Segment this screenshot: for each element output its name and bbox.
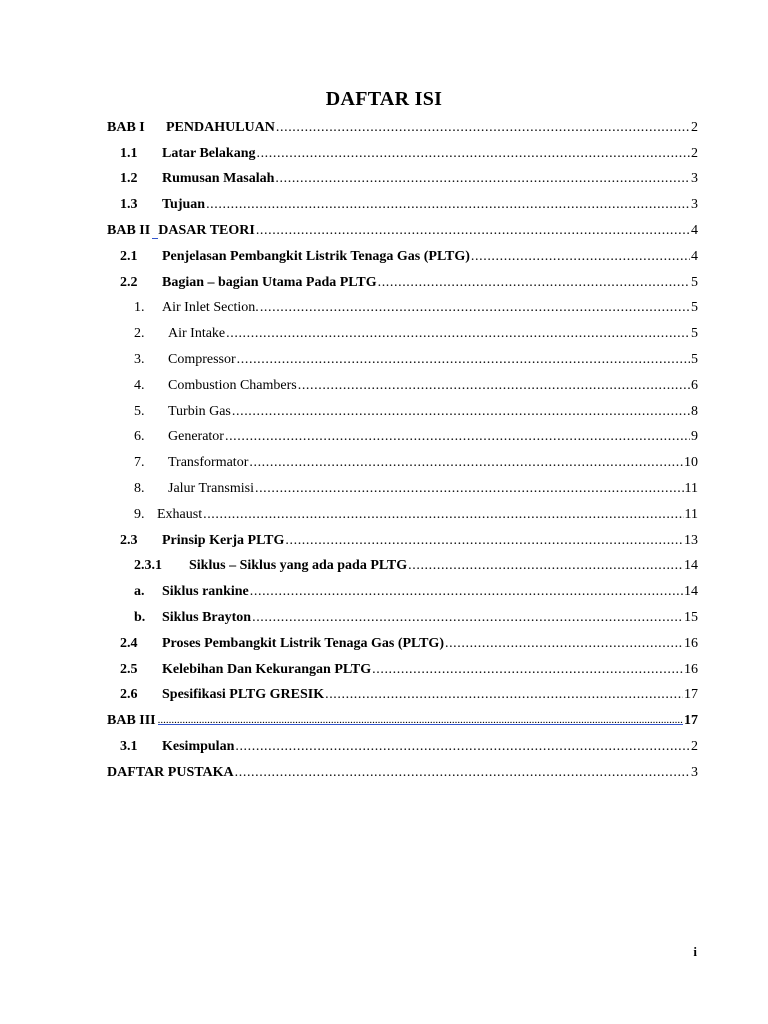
toc-number: 3.1 — [120, 738, 138, 754]
dot-leader — [256, 222, 690, 239]
toc-entry-item-7[interactable] — [107, 447, 698, 473]
page-number-footer: i — [693, 944, 697, 959]
toc-label: Air Intake — [168, 326, 226, 342]
toc-entry-bab-1[interactable] — [107, 112, 698, 138]
toc-entry-bab-3[interactable] — [107, 705, 698, 731]
dot-leader — [226, 325, 690, 342]
toc-number: 2.3 — [120, 532, 138, 548]
toc-entry-2-3-1[interactable] — [107, 551, 698, 577]
toc-number: 1.1 — [120, 145, 138, 161]
toc-label: DAFTAR PUSTAKA — [107, 764, 234, 780]
toc-page: 6 — [691, 377, 698, 393]
toc-number: 3. — [134, 351, 145, 367]
dot-leader — [445, 635, 683, 652]
toc-page: 8 — [691, 403, 698, 419]
toc-label: Spesifikasi PLTG GRESIK — [162, 687, 325, 703]
dot-leader — [232, 403, 690, 420]
toc-entry-daftar-pustaka[interactable] — [107, 757, 698, 783]
toc-page: 13 — [684, 532, 698, 548]
toc-entry-b[interactable] — [107, 602, 698, 628]
toc-label: Compressor — [168, 351, 236, 367]
toc-entry-item-4[interactable] — [107, 370, 698, 396]
toc-page: 17 — [684, 713, 698, 729]
toc-number: 7. — [134, 455, 145, 471]
toc-entry-item-2[interactable] — [107, 318, 698, 344]
toc-number: b. — [134, 609, 146, 625]
toc-page: 14 — [684, 558, 698, 574]
toc-entry-bab-2[interactable] — [107, 215, 698, 241]
toc-page: 4 — [691, 248, 698, 264]
toc-entry-item-8[interactable] — [107, 473, 698, 499]
dot-leader — [250, 583, 683, 600]
toc-label: Air Inlet Section. — [162, 300, 259, 316]
dot-leader — [237, 351, 690, 368]
dot-leader — [256, 145, 690, 162]
toc-number: 6. — [134, 429, 145, 445]
toc-number: 5. — [134, 403, 145, 419]
toc-label: Siklus rankine — [162, 584, 249, 600]
toc-label: Kelebihan Dan Kekurangan PLTG — [162, 661, 372, 677]
toc-page: 11 — [684, 506, 698, 522]
toc-entry-1-3[interactable] — [107, 189, 698, 215]
toc-label: Tujuan — [162, 197, 206, 213]
toc-number: 2. — [134, 326, 145, 342]
toc-entry-1-2[interactable] — [107, 164, 698, 190]
page-title: DAFTAR ISI — [325, 88, 443, 110]
dot-leader — [206, 196, 690, 213]
toc-label: PENDAHULUAN — [166, 119, 275, 135]
toc-entry-2-6[interactable] — [107, 680, 698, 706]
dot-leader — [158, 712, 683, 729]
toc-entry-1-1[interactable] — [107, 138, 698, 164]
toc-label: Turbin Gas — [168, 403, 231, 419]
toc-entry-item-6[interactable] — [107, 422, 698, 448]
toc-page: 3 — [691, 764, 698, 780]
toc-label: Proses Pembangkit Listrik Tenaga Gas (PLTG) — [162, 635, 444, 651]
toc-label: Bagian – bagian Utama Pada PLTG — [162, 274, 377, 290]
toc-page: 3 — [691, 197, 698, 213]
toc-number: a. — [134, 584, 145, 600]
toc-number: 2.3.1 — [134, 558, 162, 574]
toc-page: 2 — [691, 119, 698, 135]
toc-entry-item-5[interactable] — [107, 396, 698, 422]
toc-label: Jalur Transmisi — [168, 480, 254, 496]
toc-entry-2-2[interactable] — [107, 267, 698, 293]
toc-entry-2-1[interactable] — [107, 241, 698, 267]
toc-page: 3 — [691, 171, 698, 187]
toc-number: 8. — [134, 480, 145, 496]
toc-label: Siklus Brayton — [162, 609, 252, 625]
toc-page: 11 — [684, 480, 698, 496]
dot-leader — [235, 764, 690, 781]
dot-leader — [471, 248, 690, 265]
toc-number: BAB I — [107, 119, 145, 135]
toc-page: 4 — [691, 222, 698, 238]
toc-entry-item-9[interactable] — [107, 499, 698, 525]
dot-leader — [255, 480, 684, 497]
toc-page: 17 — [684, 687, 698, 703]
dot-leader — [275, 170, 690, 187]
toc-page: 5 — [691, 351, 698, 367]
toc-page: 10 — [684, 455, 698, 471]
toc-number: 2.6 — [120, 687, 138, 703]
dot-leader — [249, 454, 683, 471]
dot-leader — [276, 119, 690, 136]
dot-leader — [252, 609, 683, 626]
toc-entry-2-3[interactable] — [107, 525, 698, 551]
toc-entry-2-4[interactable] — [107, 628, 698, 654]
toc-page: 14 — [684, 584, 698, 600]
toc-entry-item-1[interactable] — [107, 293, 698, 319]
dot-leader — [378, 274, 690, 291]
toc-page: 5 — [691, 326, 698, 342]
toc-label: Prinsip Kerja PLTG — [162, 532, 285, 548]
toc-page: 9 — [691, 429, 698, 445]
toc-number: 1.2 — [120, 171, 138, 187]
toc-label: DASAR TEORI — [158, 222, 255, 238]
dot-leader — [372, 661, 683, 678]
toc-number: BAB III — [107, 713, 156, 729]
toc-page: 5 — [691, 300, 698, 316]
toc-label: Transformator — [168, 455, 249, 471]
toc-number: 2.1 — [120, 248, 138, 264]
toc-label: Latar Belakang — [162, 145, 256, 161]
toc-label: Combustion Chambers — [168, 377, 297, 393]
toc-entry-item-3[interactable] — [107, 344, 698, 370]
dot-leader — [235, 738, 690, 755]
toc-entry-a[interactable] — [107, 576, 698, 602]
toc-label: Exhaust — [157, 506, 203, 522]
table-of-contents — [107, 112, 698, 783]
toc-page: 2 — [691, 145, 698, 161]
toc-number: 9. — [134, 506, 145, 522]
dot-leader — [408, 557, 683, 574]
dot-leader — [298, 377, 690, 394]
toc-page: 2 — [691, 738, 698, 754]
toc-page: 5 — [691, 274, 698, 290]
dot-leader — [225, 428, 690, 445]
toc-label: Penjelasan Pembangkit Listrik Tenaga Gas (PLTG) — [162, 248, 470, 264]
toc-entry-2-5[interactable] — [107, 654, 698, 680]
toc-page: 15 — [684, 609, 698, 625]
toc-number: 1.3 — [120, 197, 138, 213]
toc-number: 2.5 — [120, 661, 138, 677]
toc-page: 16 — [684, 635, 698, 651]
toc-label: Kesimpulan — [162, 738, 235, 754]
toc-label: Siklus – Siklus yang ada pada PLTG — [189, 558, 408, 574]
toc-number: 2.2 — [120, 274, 138, 290]
toc-number: BAB II — [107, 222, 151, 238]
toc-number: 2.4 — [120, 635, 138, 651]
dot-leader — [325, 686, 683, 703]
toc-entry-3-1[interactable] — [107, 731, 698, 757]
toc-number: 1. — [134, 300, 145, 316]
dot-leader — [285, 532, 683, 549]
toc-label: Rumusan Masalah — [162, 171, 275, 187]
dot-leader — [260, 299, 690, 316]
toc-page: 16 — [684, 661, 698, 677]
toc-label: Generator — [168, 429, 224, 445]
dot-leader — [203, 506, 683, 523]
toc-number: 4. — [134, 377, 145, 393]
